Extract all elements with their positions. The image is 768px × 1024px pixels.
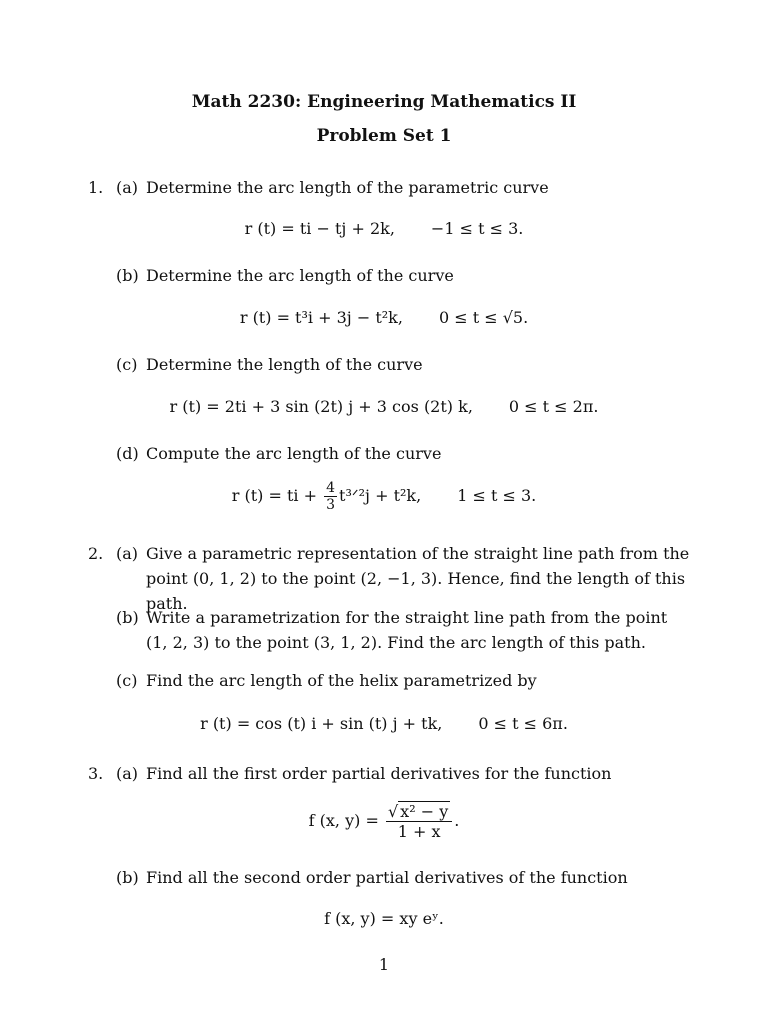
- fraction: [386, 802, 452, 841]
- page-number: 1: [378, 955, 390, 974]
- equation-prefix: r (t) = ti +: [231, 486, 317, 505]
- problem-1-number: 1.: [88, 178, 104, 197]
- part-label: (b): [116, 608, 139, 627]
- fraction-denominator: 1 + x: [397, 822, 441, 841]
- part-text: Find all the first order partial derivatives for the function: [146, 764, 612, 783]
- equation-1d: [0, 480, 768, 513]
- equation-range: 0 ≤ t ≤ 2π.: [508, 397, 599, 416]
- equation-suffix: .: [454, 811, 460, 830]
- part-text: Find all the second order partial derivatives of the function: [146, 868, 628, 887]
- part-label: (a): [116, 544, 139, 563]
- sqrt-radicand: x² − y: [400, 802, 449, 821]
- equation-2c: [0, 714, 768, 733]
- equation-range: 0 ≤ t ≤ 6π.: [478, 714, 568, 733]
- problem-3-number: 3.: [88, 764, 104, 783]
- equation: r (t) = t³i + 3j − t²k,: [239, 308, 403, 327]
- fraction-numerator: 4: [326, 480, 336, 496]
- part-text: Determine the arc length of the parametric curve: [146, 178, 549, 197]
- problem-2-number: 2.: [88, 544, 104, 563]
- part-label: (a): [116, 178, 139, 197]
- part-label: (c): [116, 355, 138, 374]
- equation: r (t) = 2ti + 3 sin (2t) j + 3 cos (2t) k,: [169, 397, 473, 416]
- equation-range: 1 ≤ t ≤ 3.: [457, 486, 537, 505]
- equation-1c: [0, 397, 768, 416]
- part-text: Find the arc length of the helix parametrized by: [146, 671, 537, 690]
- equation: r (t) = cos (t) i + sin (t) j + tk,: [200, 714, 443, 733]
- fraction: [324, 480, 337, 513]
- part-label: (b): [116, 868, 139, 887]
- equation-3a: [0, 802, 768, 841]
- part-label: (a): [116, 764, 139, 783]
- equation-1a: [0, 219, 768, 238]
- part-text: Determine the arc length of the curve: [146, 266, 454, 285]
- fraction-numerator: √ x² − y: [386, 802, 452, 822]
- part-text: Give a parametric representation of the straight line path from the point (0, 1, 2) to the point (2, −1, 3). Hence, find the length of this path.: [146, 544, 690, 613]
- part-label: (b): [116, 266, 139, 285]
- equation-prefix: f (x, y) =: [308, 811, 379, 830]
- equation-3b: [0, 909, 768, 928]
- equation-range: −1 ≤ t ≤ 3.: [430, 219, 524, 238]
- equation-1b: [0, 308, 768, 327]
- part-text: Compute the arc length of the curve: [146, 444, 442, 463]
- course-title: Math 2230: Engineering Mathematics II: [191, 92, 577, 112]
- part-label: (c): [116, 671, 138, 690]
- part-text: Write a parametrization for the straight line path from the point (1, 2, 3) to the point (3, 1, 2). Find the arc length of this path.: [146, 608, 668, 652]
- equation-range: 0 ≤ t ≤ √5.: [438, 308, 529, 327]
- part-text: Determine the length of the curve: [146, 355, 423, 374]
- equation-suffix: t³ᐟ²j + t²k,: [339, 486, 422, 505]
- problem-set-title: Problem Set 1: [316, 126, 452, 146]
- fraction-denominator: 3: [326, 497, 336, 513]
- equation: r (t) = ti − tj + 2k,: [244, 219, 395, 238]
- part-label: (d): [116, 444, 139, 463]
- equation: f (x, y) = xy eʸ.: [324, 909, 444, 928]
